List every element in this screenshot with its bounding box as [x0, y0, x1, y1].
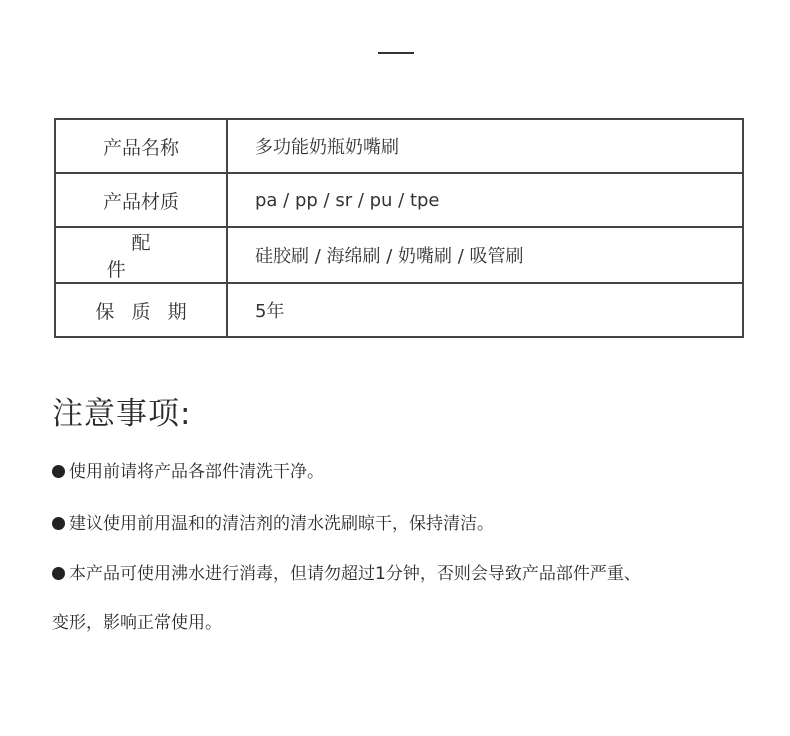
table-row: [55, 173, 743, 227]
note-text: 使用前请将产品各部件清洗干净。: [69, 462, 324, 482]
bullet-icon: [52, 465, 65, 478]
spec-label-accessories-cell: [55, 227, 227, 283]
spec-label-name: 产品名称: [55, 119, 227, 173]
notes-heading: 注意事项:: [52, 396, 192, 432]
note-text: 变形，影响正常使用。: [52, 613, 222, 633]
product-spec-table: [54, 118, 744, 338]
note-item: [52, 509, 494, 534]
spec-value-shelf-life: 5年: [227, 283, 743, 337]
note-text: 建议使用前用温和的清洁剂的清水洗刷晾干，保持清洁。: [69, 514, 494, 534]
spec-label-shelf-life-cell: [55, 283, 227, 337]
table-row: [55, 227, 743, 283]
bullet-icon: [52, 517, 65, 530]
note-item: [52, 559, 641, 584]
bullet-icon: [52, 567, 65, 580]
spec-value-name: 多功能奶瓶奶嘴刷: [227, 119, 743, 173]
note-item: [52, 457, 324, 482]
top-divider-dash: [378, 52, 414, 54]
spec-value-accessories: 硅胶刷 / 海绵刷 / 奶嘴刷 / 吸管刷: [227, 227, 743, 283]
spec-label-shelf-life: 保质期: [95, 300, 204, 323]
note-text: 本产品可使用沸水进行消毒，但请勿超过1分钟，否则会导致产品部件严重、: [69, 564, 641, 584]
spec-label-accessories: 配件: [106, 232, 200, 281]
note-item-continuation: [52, 608, 222, 633]
spec-label-material: 产品材质: [55, 173, 227, 227]
table-row: [55, 119, 743, 173]
spec-value-material: pa / pp / sr / pu / tpe: [227, 173, 743, 227]
table-row: [55, 283, 743, 337]
